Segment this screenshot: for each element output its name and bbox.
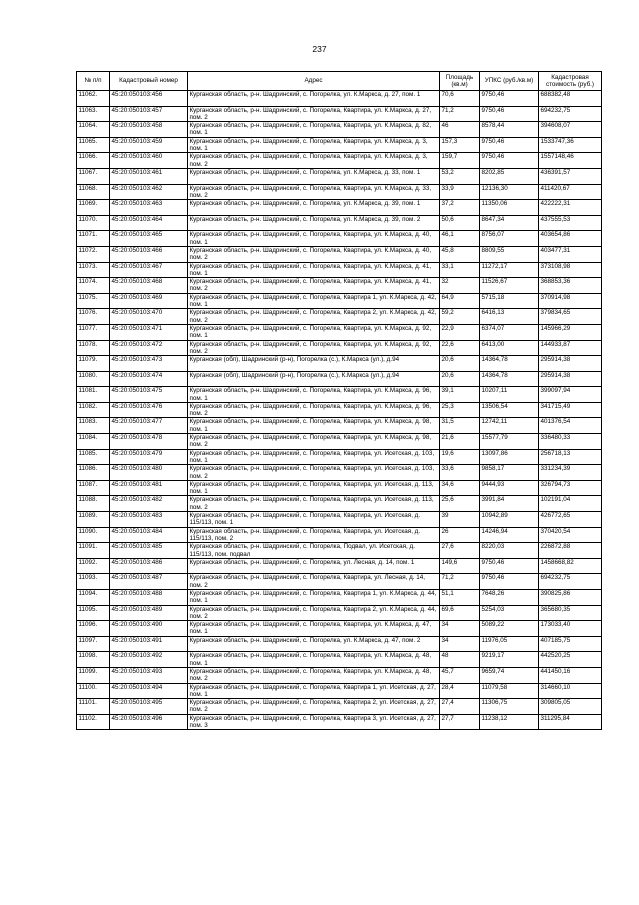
cell-address: Курганская область, р-н. Шадринский, с. Погорелка, Квартира, ул. К.Маркса, д. 41, пом. 1 bbox=[188, 262, 440, 278]
cell-address: Курганская область, р-н. Шадринский, с. Погорелка, Квартира, ул. Исетская, д. 115/113, пом. 1 bbox=[188, 512, 440, 528]
cell-cadastral-number: 45:20:050103:476 bbox=[110, 402, 188, 418]
cell-cadastral-cost: 102191,04 bbox=[539, 496, 602, 512]
cell-address: Курганская область, р-н. Шадринский, с. Погорелка, Квартира, ул. К.Маркса, д. 92, пом. 1 bbox=[188, 324, 440, 340]
cell-cadastral-number: 45:20:050103:485 bbox=[110, 543, 188, 559]
cell-number: 11064. bbox=[77, 122, 110, 138]
cell-area: 22,6 bbox=[440, 340, 480, 356]
cell-address: Курганская область, р-н. Шадринский, с. Погорелка, Квартира, ул. К.Маркса, д. 3, пом. 2 bbox=[188, 153, 440, 169]
cell-address: Курганская область, р-н. Шадринский, с. Погорелка, Квартира, ул. К.Маркса, д. 48, пом. 1 bbox=[188, 652, 440, 668]
cell-address: Курганская область, р-н. Шадринский, с. Погорелка, Квартира, ул. К.Маркса, д. 96, пом. 1 bbox=[188, 387, 440, 403]
cell-cadastral-cost: 401376,54 bbox=[539, 418, 602, 434]
cell-area: 25,6 bbox=[440, 496, 480, 512]
table-row bbox=[77, 106, 602, 122]
cell-number: 11097. bbox=[77, 636, 110, 652]
cell-cadastral-cost: 309805,05 bbox=[539, 699, 602, 715]
header-number: № п/п bbox=[77, 72, 110, 91]
header-row bbox=[77, 72, 602, 91]
cell-cadastral-number: 45:20:050103:488 bbox=[110, 590, 188, 606]
header-area: Площадь (кв.м) bbox=[440, 72, 480, 91]
cell-address: Курганская область, р-н. Шадринский, с. Погорелка, Квартира, ул. К.Маркса, д. 33, пом. 2 bbox=[188, 184, 440, 200]
table-row bbox=[77, 636, 602, 652]
cell-cadastral-cost: 403477,31 bbox=[539, 246, 602, 262]
cell-area: 28,4 bbox=[440, 683, 480, 699]
cell-area: 45,7 bbox=[440, 667, 480, 683]
cell-upks: 9858,17 bbox=[480, 465, 539, 481]
cell-number: 11087. bbox=[77, 480, 110, 496]
cell-area: 37,2 bbox=[440, 200, 480, 216]
cell-upks: 9750,46 bbox=[480, 137, 539, 153]
cell-upks: 6413,00 bbox=[480, 340, 539, 356]
cell-area: 159,7 bbox=[440, 153, 480, 169]
cell-upks: 11306,75 bbox=[480, 699, 539, 715]
table-row bbox=[77, 387, 602, 403]
cell-cadastral-cost: 437555,53 bbox=[539, 215, 602, 231]
cell-area: 157,3 bbox=[440, 137, 480, 153]
cell-address: Курганская область, р-н. Шадринский, с. Погорелка, Квартира, ул. Исетская, д. 113, пом. 2 bbox=[188, 496, 440, 512]
table-body bbox=[77, 91, 602, 730]
cell-cadastral-cost: 399097,94 bbox=[539, 387, 602, 403]
cell-upks: 9219,17 bbox=[480, 652, 539, 668]
cell-number: 11070. bbox=[77, 215, 110, 231]
cell-number: 11101. bbox=[77, 699, 110, 715]
cell-cadastral-cost: 1557148,46 bbox=[539, 153, 602, 169]
cell-address: Курганская область, р-н. Шадринский, с. Погорелка, Квартира 2, ул. К.Маркса, д. 44, пом. 2 bbox=[188, 605, 440, 621]
cell-area: 39,1 bbox=[440, 387, 480, 403]
cell-address: Курганская (обл), Шадринский (р-н), Погорелка (с.), К.Маркса (ул.), д.94 bbox=[188, 371, 440, 387]
cell-number: 11091. bbox=[77, 543, 110, 559]
cell-cadastral-number: 45:20:050103:477 bbox=[110, 418, 188, 434]
cell-cadastral-cost: 407185,75 bbox=[539, 636, 602, 652]
cell-cadastral-number: 45:20:050103:460 bbox=[110, 153, 188, 169]
cell-upks: 14364,78 bbox=[480, 356, 539, 372]
cell-address: Курганская область, р-н. Шадринский, с. Погорелка, Квартира, ул. К.Маркса, д. 96, пом. 2 bbox=[188, 402, 440, 418]
cell-area: 51,1 bbox=[440, 590, 480, 606]
cell-cadastral-cost: 365680,35 bbox=[539, 605, 602, 621]
cell-number: 11063. bbox=[77, 106, 110, 122]
cell-area: 39 bbox=[440, 512, 480, 528]
header-upks: УПКС (руб./кв.м) bbox=[480, 72, 539, 91]
cell-cadastral-number: 45:20:050103:458 bbox=[110, 122, 188, 138]
cadastral-value-table bbox=[76, 71, 602, 730]
table-row bbox=[77, 574, 602, 590]
cell-address: Курганская область, р-н. Шадринский, с. Погорелка, Квартира, ул. Исетская, д. 113, пом. 1 bbox=[188, 480, 440, 496]
cell-number: 11068. bbox=[77, 184, 110, 200]
cell-upks: 8809,55 bbox=[480, 246, 539, 262]
cell-cadastral-cost: 373108,98 bbox=[539, 262, 602, 278]
cell-number: 11085. bbox=[77, 449, 110, 465]
cell-area: 27,4 bbox=[440, 699, 480, 715]
cell-cadastral-number: 45:20:050103:463 bbox=[110, 200, 188, 216]
cell-area: 46,1 bbox=[440, 231, 480, 247]
cell-upks: 5089,22 bbox=[480, 621, 539, 637]
cell-number: 11092. bbox=[77, 558, 110, 574]
cell-number: 11088. bbox=[77, 496, 110, 512]
table-row bbox=[77, 153, 602, 169]
table-row bbox=[77, 449, 602, 465]
cell-upks: 11079,58 bbox=[480, 683, 539, 699]
cell-cadastral-cost: 411420,67 bbox=[539, 184, 602, 200]
cell-upks: 8220,03 bbox=[480, 543, 539, 559]
cell-number: 11083. bbox=[77, 418, 110, 434]
cell-address: Курганская область, р-н. Шадринский, с. Погорелка, Квартира, ул. К.Маркса, д. 82, пом. 1 bbox=[188, 122, 440, 138]
cell-address: Курганская область, р-н. Шадринский, с. Погорелка, ул. К.Маркса, д. 27, пом. 1 bbox=[188, 91, 440, 107]
cell-cadastral-number: 45:20:050103:493 bbox=[110, 667, 188, 683]
cell-number: 11075. bbox=[77, 293, 110, 309]
cell-number: 11071. bbox=[77, 231, 110, 247]
cell-cadastral-number: 45:20:050103:461 bbox=[110, 168, 188, 184]
table-row bbox=[77, 215, 602, 231]
cell-cadastral-cost: 370420,54 bbox=[539, 527, 602, 543]
cell-cadastral-number: 45:20:050103:456 bbox=[110, 91, 188, 107]
table-row bbox=[77, 605, 602, 621]
table-row bbox=[77, 558, 602, 574]
cell-number: 11098. bbox=[77, 652, 110, 668]
cell-cadastral-number: 45:20:050103:464 bbox=[110, 215, 188, 231]
cell-cadastral-number: 45:20:050103:462 bbox=[110, 184, 188, 200]
cell-upks: 14246,94 bbox=[480, 527, 539, 543]
cell-number: 11090. bbox=[77, 527, 110, 543]
cell-upks: 11350,06 bbox=[480, 200, 539, 216]
cell-number: 11082. bbox=[77, 402, 110, 418]
page-number: 237 bbox=[312, 44, 327, 54]
table-row bbox=[77, 184, 602, 200]
cell-number: 11067. bbox=[77, 168, 110, 184]
cell-address: Курганская область, р-н. Шадринский, с. Погорелка, Квартира, ул. Исетская, д. 103, пом. 1 bbox=[188, 449, 440, 465]
cell-area: 34 bbox=[440, 621, 480, 637]
cell-number: 11081. bbox=[77, 387, 110, 403]
cell-cadastral-cost: 441450,16 bbox=[539, 667, 602, 683]
cell-number: 11062. bbox=[77, 91, 110, 107]
cell-area: 32 bbox=[440, 278, 480, 294]
cell-address: Курганская область, р-н. Шадринский, с. Погорелка, Квартира, ул. К.Маркса, д. 92, пом. 2 bbox=[188, 340, 440, 356]
cell-area: 31,5 bbox=[440, 418, 480, 434]
cell-address: Курганская область, р-н. Шадринский, с. Погорелка, Квартира, ул. Лесная, д. 14, пом. 2 bbox=[188, 574, 440, 590]
cell-address: Курганская область, р-н. Шадринский, с. Погорелка, ул. К.Маркса, д. 47, пом. 2 bbox=[188, 636, 440, 652]
cell-address: Курганская область, р-н. Шадринский, с. Погорелка, Квартира 3, ул. Исетская, д. 27, пом. 3 bbox=[188, 714, 440, 730]
cell-cadastral-cost: 226872,88 bbox=[539, 543, 602, 559]
cell-cadastral-number: 45:20:050103:465 bbox=[110, 231, 188, 247]
cell-area: 59,2 bbox=[440, 309, 480, 325]
cell-number: 11095. bbox=[77, 605, 110, 621]
table-row bbox=[77, 168, 602, 184]
cell-cadastral-cost: 688382,48 bbox=[539, 91, 602, 107]
cell-cadastral-number: 45:20:050103:483 bbox=[110, 512, 188, 528]
cell-cadastral-cost: 694232,75 bbox=[539, 106, 602, 122]
cell-number: 11079. bbox=[77, 356, 110, 372]
cell-cadastral-cost: 436391,57 bbox=[539, 168, 602, 184]
cell-upks: 9750,46 bbox=[480, 91, 539, 107]
cell-cadastral-number: 45:20:050103:494 bbox=[110, 683, 188, 699]
cell-number: 11093. bbox=[77, 574, 110, 590]
cell-number: 11102. bbox=[77, 714, 110, 730]
cell-area: 45,8 bbox=[440, 246, 480, 262]
cell-address: Курганская область, р-н. Шадринский, с. Погорелка, ул. К.Маркса, д. 39, пом. 2 bbox=[188, 215, 440, 231]
cell-cadastral-number: 45:20:050103:472 bbox=[110, 340, 188, 356]
cell-number: 11089. bbox=[77, 512, 110, 528]
cell-cadastral-cost: 370914,98 bbox=[539, 293, 602, 309]
cell-cadastral-cost: 145966,29 bbox=[539, 324, 602, 340]
cell-area: 71,2 bbox=[440, 574, 480, 590]
cell-address: Курганская область, р-н. Шадринский, с. Погорелка, ул. Лесная, д. 14, пом. 1 bbox=[188, 558, 440, 574]
table-row bbox=[77, 324, 602, 340]
cell-upks: 11526,67 bbox=[480, 278, 539, 294]
cell-area: 33,9 bbox=[440, 184, 480, 200]
cell-upks: 8202,85 bbox=[480, 168, 539, 184]
table-row bbox=[77, 480, 602, 496]
cell-number: 11099. bbox=[77, 667, 110, 683]
cell-cadastral-number: 45:20:050103:459 bbox=[110, 137, 188, 153]
cell-number: 11080. bbox=[77, 371, 110, 387]
cell-cadastral-cost: 336480,33 bbox=[539, 434, 602, 450]
cell-cadastral-number: 45:20:050103:475 bbox=[110, 387, 188, 403]
cell-number: 11078. bbox=[77, 340, 110, 356]
cell-number: 11096. bbox=[77, 621, 110, 637]
cell-area: 20,6 bbox=[440, 356, 480, 372]
cell-address: Курганская область, р-н. Шадринский, с. Погорелка, Квартира, ул. К.Маркса, д. 27, пом. 2 bbox=[188, 106, 440, 122]
table-row bbox=[77, 714, 602, 730]
cell-cadastral-cost: 390825,86 bbox=[539, 590, 602, 606]
cell-upks: 6374,07 bbox=[480, 324, 539, 340]
cell-number: 11066. bbox=[77, 153, 110, 169]
cell-cadastral-number: 45:20:050103:473 bbox=[110, 356, 188, 372]
cell-cadastral-cost: 403654,86 bbox=[539, 231, 602, 247]
cell-cadastral-cost: 694232,75 bbox=[539, 574, 602, 590]
cell-cadastral-cost: 173033,40 bbox=[539, 621, 602, 637]
cell-area: 46 bbox=[440, 122, 480, 138]
table-row bbox=[77, 699, 602, 715]
cell-area: 149,6 bbox=[440, 558, 480, 574]
table-row bbox=[77, 527, 602, 543]
cell-number: 11076. bbox=[77, 309, 110, 325]
cell-upks: 5715,18 bbox=[480, 293, 539, 309]
cell-number: 11065. bbox=[77, 137, 110, 153]
table-row bbox=[77, 667, 602, 683]
cell-upks: 9750,46 bbox=[480, 558, 539, 574]
cell-upks: 9750,46 bbox=[480, 574, 539, 590]
cell-address: Курганская область, р-н. Шадринский, с. Погорелка, Квартира, ул. К.Маркса, д. 40, пом. 2 bbox=[188, 246, 440, 262]
cell-cadastral-number: 45:20:050103:478 bbox=[110, 434, 188, 450]
cell-cadastral-cost: 256718,13 bbox=[539, 449, 602, 465]
cell-area: 25,3 bbox=[440, 402, 480, 418]
table-row bbox=[77, 91, 602, 107]
cell-cadastral-number: 45:20:050103:489 bbox=[110, 605, 188, 621]
table-row bbox=[77, 122, 602, 138]
cell-cadastral-cost: 326794,73 bbox=[539, 480, 602, 496]
cell-cadastral-number: 45:20:050103:492 bbox=[110, 652, 188, 668]
cell-address: Курганская область, р-н. Шадринский, с. Погорелка, Квартира, ул. К.Маркса, д. 3, пом. 1 bbox=[188, 137, 440, 153]
cell-address: Курганская область, р-н. Шадринский, с. Погорелка, Подвал, ул. Исетская, д. 115/113, пом. подвал bbox=[188, 543, 440, 559]
cell-upks: 9750,46 bbox=[480, 106, 539, 122]
cell-number: 11084. bbox=[77, 434, 110, 450]
cell-cadastral-cost: 295914,38 bbox=[539, 371, 602, 387]
cell-number: 11094. bbox=[77, 590, 110, 606]
cell-address: Курганская область, р-н. Шадринский, с. Погорелка, Квартира 2, ул. Исетская, д. 27, пом. 2 bbox=[188, 699, 440, 715]
cell-cadastral-number: 45:20:050103:470 bbox=[110, 309, 188, 325]
table-row bbox=[77, 340, 602, 356]
cell-area: 69,6 bbox=[440, 605, 480, 621]
header-cadastral-number: Кадастровый номер bbox=[110, 72, 188, 91]
cell-number: 11073. bbox=[77, 262, 110, 278]
cell-area: 34 bbox=[440, 636, 480, 652]
cell-upks: 13097,86 bbox=[480, 449, 539, 465]
cell-area: 26 bbox=[440, 527, 480, 543]
cell-area: 27,6 bbox=[440, 543, 480, 559]
table-row bbox=[77, 621, 602, 637]
table-row bbox=[77, 683, 602, 699]
cell-number: 11069. bbox=[77, 200, 110, 216]
cell-cadastral-cost: 379834,65 bbox=[539, 309, 602, 325]
cell-cadastral-number: 45:20:050103:481 bbox=[110, 480, 188, 496]
cell-upks: 11976,05 bbox=[480, 636, 539, 652]
cell-upks: 6416,13 bbox=[480, 309, 539, 325]
cell-area: 50,6 bbox=[440, 215, 480, 231]
cell-address: Курганская область, р-н. Шадринский, с. Погорелка, Квартира, ул. К.Маркса, д. 48, пом. 2 bbox=[188, 667, 440, 683]
cell-cadastral-number: 45:20:050103:486 bbox=[110, 558, 188, 574]
table-row bbox=[77, 293, 602, 309]
cell-cadastral-cost: 442520,25 bbox=[539, 652, 602, 668]
cell-cadastral-number: 45:20:050103:468 bbox=[110, 278, 188, 294]
cell-cadastral-cost: 311295,84 bbox=[539, 714, 602, 730]
cell-area: 34,6 bbox=[440, 480, 480, 496]
cell-area: 71,2 bbox=[440, 106, 480, 122]
cell-upks: 10207,11 bbox=[480, 387, 539, 403]
cell-cadastral-cost: 1458668,82 bbox=[539, 558, 602, 574]
cell-cadastral-number: 45:20:050103:467 bbox=[110, 262, 188, 278]
table-row bbox=[77, 418, 602, 434]
table-row bbox=[77, 200, 602, 216]
cell-cadastral-cost: 331234,39 bbox=[539, 465, 602, 481]
cell-area: 70,6 bbox=[440, 91, 480, 107]
cell-address: Курганская область, р-н. Шадринский, с. Погорелка, ул. К.Маркса, д. 33, пом. 1 bbox=[188, 168, 440, 184]
header-cadastral-cost: Кадастровая стоимость (руб.) bbox=[539, 72, 602, 91]
cell-address: Курганская область, р-н. Шадринский, с. Погорелка, Квартира, ул. К.Маркса, д. 41, пом. 2 bbox=[188, 278, 440, 294]
cell-upks: 8578,44 bbox=[480, 122, 539, 138]
table-row bbox=[77, 543, 602, 559]
cell-upks: 15577,79 bbox=[480, 434, 539, 450]
table-row bbox=[77, 496, 602, 512]
table-row bbox=[77, 137, 602, 153]
cell-address: Курганская область, р-н. Шадринский, с. Погорелка, Квартира 2, ул. К.Маркса, д. 42, пом. 2 bbox=[188, 309, 440, 325]
cell-address: Курганская область, р-н. Шадринский, с. Погорелка, Квартира, ул. К.Маркса, д. 98, пом. 2 bbox=[188, 434, 440, 450]
table-row bbox=[77, 246, 602, 262]
cell-upks: 8647,34 bbox=[480, 215, 539, 231]
cell-cadastral-number: 45:20:050103:474 bbox=[110, 371, 188, 387]
cell-area: 33,1 bbox=[440, 262, 480, 278]
table-row bbox=[77, 465, 602, 481]
cell-cadastral-number: 45:20:050103:484 bbox=[110, 527, 188, 543]
table-row bbox=[77, 278, 602, 294]
cell-upks: 13506,54 bbox=[480, 402, 539, 418]
cell-upks: 11272,17 bbox=[480, 262, 539, 278]
table-row bbox=[77, 652, 602, 668]
cell-upks: 8756,07 bbox=[480, 231, 539, 247]
cell-address: Курганская область, р-н. Шадринский, с. Погорелка, Квартира, ул. К.Маркса, д. 40, пом. 1 bbox=[188, 231, 440, 247]
cell-cadastral-cost: 144933,87 bbox=[539, 340, 602, 356]
table-header bbox=[77, 72, 602, 91]
table-row bbox=[77, 371, 602, 387]
cell-cadastral-number: 45:20:050103:491 bbox=[110, 636, 188, 652]
cell-area: 53,2 bbox=[440, 168, 480, 184]
cell-cadastral-number: 45:20:050103:482 bbox=[110, 496, 188, 512]
cell-area: 21,6 bbox=[440, 434, 480, 450]
header-address: Адрес bbox=[188, 72, 440, 91]
cell-area: 27,7 bbox=[440, 714, 480, 730]
cell-cadastral-number: 45:20:050103:490 bbox=[110, 621, 188, 637]
cell-cadastral-number: 45:20:050103:479 bbox=[110, 449, 188, 465]
cell-area: 19,6 bbox=[440, 449, 480, 465]
cell-area: 33,6 bbox=[440, 465, 480, 481]
cell-address: Курганская область, р-н. Шадринский, с. Погорелка, ул. К.Маркса, д. 39, пом. 1 bbox=[188, 200, 440, 216]
table-row bbox=[77, 231, 602, 247]
cell-address: Курганская область, р-н. Шадринский, с. Погорелка, Квартира, ул. Исетская, д. 103, пом. 2 bbox=[188, 465, 440, 481]
cell-upks: 12742,11 bbox=[480, 418, 539, 434]
cell-area: 64,9 bbox=[440, 293, 480, 309]
cell-number: 11074. bbox=[77, 278, 110, 294]
cell-cadastral-cost: 422222,31 bbox=[539, 200, 602, 216]
cell-number: 11077. bbox=[77, 324, 110, 340]
cell-area: 48 bbox=[440, 652, 480, 668]
cell-cadastral-cost: 1533747,36 bbox=[539, 137, 602, 153]
cell-address: Курганская область, р-н. Шадринский, с. Погорелка, Квартира, ул. К.Маркса, д. 98, пом. 1 bbox=[188, 418, 440, 434]
cell-upks: 12136,30 bbox=[480, 184, 539, 200]
cell-cadastral-number: 45:20:050103:466 bbox=[110, 246, 188, 262]
cell-number: 11100. bbox=[77, 683, 110, 699]
table-row bbox=[77, 356, 602, 372]
table-row bbox=[77, 434, 602, 450]
cell-cadastral-number: 45:20:050103:457 bbox=[110, 106, 188, 122]
cell-address: Курганская область, р-н. Шадринский, с. Погорелка, Квартира, ул. Исетская, д. 115/113, пом. 2 bbox=[188, 527, 440, 543]
table-row bbox=[77, 309, 602, 325]
cell-cadastral-number: 45:20:050103:495 bbox=[110, 699, 188, 715]
cell-upks: 14364,78 bbox=[480, 371, 539, 387]
cell-cadastral-number: 45:20:050103:471 bbox=[110, 324, 188, 340]
cell-area: 20,6 bbox=[440, 371, 480, 387]
cell-upks: 3991,84 bbox=[480, 496, 539, 512]
cell-address: Курганская область, р-н. Шадринский, с. Погорелка, Квартира 1, ул. Исетская, д. 27, пом. 1 bbox=[188, 683, 440, 699]
cell-upks: 9750,46 bbox=[480, 153, 539, 169]
cell-upks: 9659,74 bbox=[480, 667, 539, 683]
cell-number: 11072. bbox=[77, 246, 110, 262]
cell-cadastral-number: 45:20:050103:480 bbox=[110, 465, 188, 481]
cell-cadastral-cost: 426772,65 bbox=[539, 512, 602, 528]
cell-cadastral-cost: 394608,07 bbox=[539, 122, 602, 138]
cell-address: Курганская область, р-н. Шадринский, с. Погорелка, Квартира 1, ул. К.Маркса, д. 44, пом. 1 bbox=[188, 590, 440, 606]
cell-area: 22,9 bbox=[440, 324, 480, 340]
table-row bbox=[77, 512, 602, 528]
cell-upks: 10942,89 bbox=[480, 512, 539, 528]
table-row bbox=[77, 590, 602, 606]
cell-cadastral-cost: 341715,49 bbox=[539, 402, 602, 418]
cell-cadastral-cost: 295914,38 bbox=[539, 356, 602, 372]
cell-cadastral-number: 45:20:050103:487 bbox=[110, 574, 188, 590]
cell-address: Курганская (обл), Шадринский (р-н), Погорелка (с.), К.Маркса (ул.), д.94 bbox=[188, 356, 440, 372]
cell-address: Курганская область, р-н. Шадринский, с. Погорелка, Квартира 1, ул. К.Маркса, д. 42, пом. 1 bbox=[188, 293, 440, 309]
cell-upks: 7648,26 bbox=[480, 590, 539, 606]
cell-cadastral-number: 45:20:050103:469 bbox=[110, 293, 188, 309]
cell-number: 11086. bbox=[77, 465, 110, 481]
cell-address: Курганская область, р-н. Шадринский, с. Погорелка, Квартира, ул. К.Маркса, д. 47, пом. 1 bbox=[188, 621, 440, 637]
cell-upks: 11238,12 bbox=[480, 714, 539, 730]
cell-cadastral-cost: 368853,36 bbox=[539, 278, 602, 294]
cell-cadastral-number: 45:20:050103:496 bbox=[110, 714, 188, 730]
cell-upks: 9444,93 bbox=[480, 480, 539, 496]
cell-cadastral-cost: 314660,10 bbox=[539, 683, 602, 699]
cell-upks: 5254,03 bbox=[480, 605, 539, 621]
table-row bbox=[77, 402, 602, 418]
table-row bbox=[77, 262, 602, 278]
